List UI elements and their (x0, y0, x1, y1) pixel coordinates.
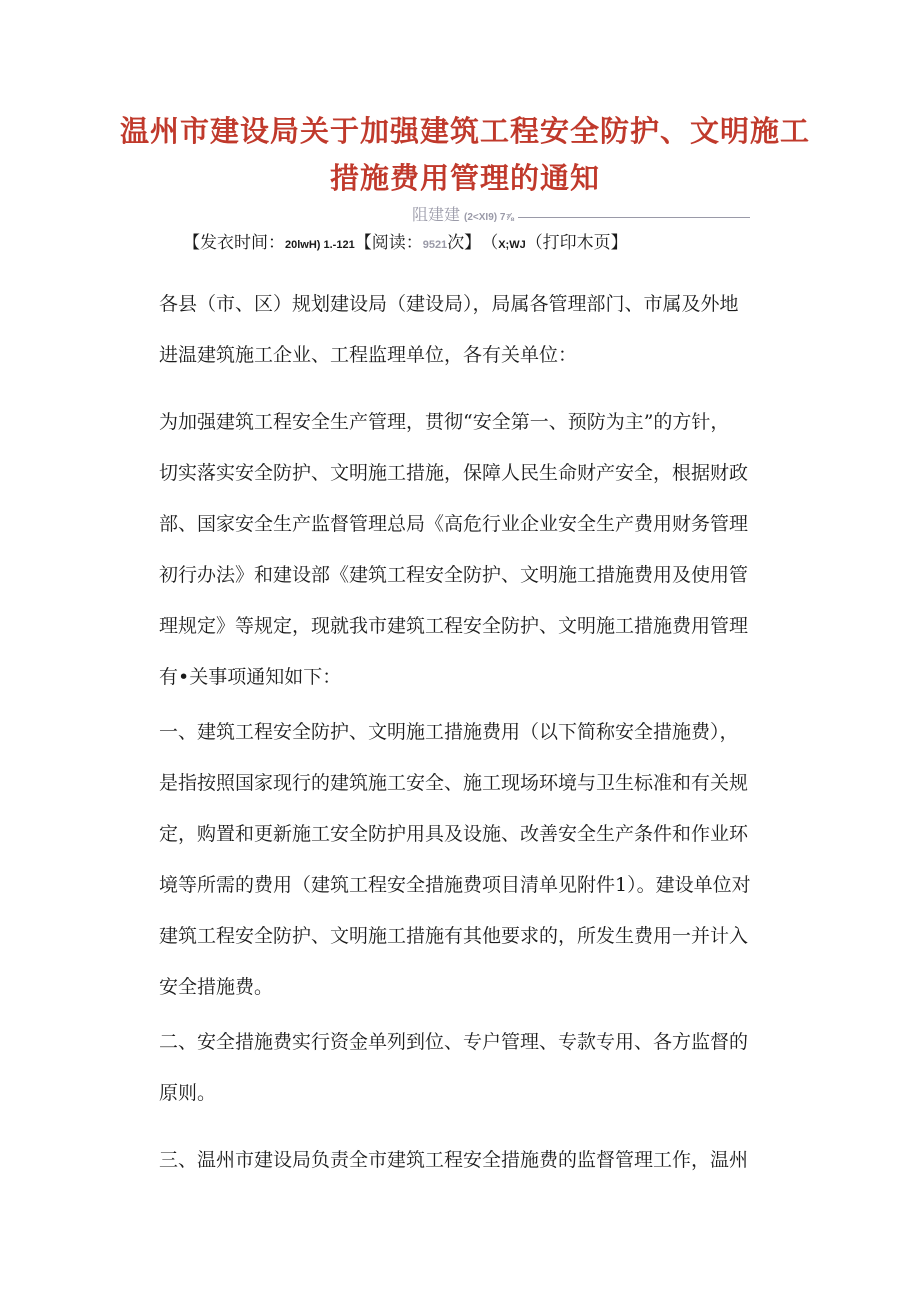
source-underline (518, 217, 750, 218)
text-line: 定，购置和更新施工安全防护用具及设施、改善安全生产条件和作业环 (159, 823, 749, 845)
read-count-label: 【阅读： (354, 233, 423, 253)
source-code: (2<XI9) 7⅞ (464, 212, 514, 223)
document-title-line-1: 温州市建设局关于加强建筑工程安全防护、文明施工 (120, 114, 811, 148)
text-line: 是指按照国家现行的建筑施工安全、施工现场环境与卫生标准和有关规 (159, 772, 749, 794)
text-line: 进温建筑施工企业、工程监理单位，各有关单位： (159, 344, 578, 366)
source-line (412, 202, 750, 225)
text-line: 二、安全措施费实行资金单列到位、专户管理、专款专用、各方监督的 (159, 1031, 749, 1053)
print-page-link[interactable]: （打印木页】 (525, 233, 628, 253)
read-count-suffix: 次】 (447, 233, 482, 253)
text-line: 有•关事项通知如下： (159, 666, 342, 688)
publish-time-label: 【发衣时间： (183, 233, 285, 253)
meta-mark: X;WJ (498, 239, 526, 251)
paragraph-item-3 (159, 1135, 791, 1186)
text-line: 三、温州市建设局负责全市建筑工程安全措施费的监督管理工作，温州 (159, 1149, 749, 1171)
text-line: 一、建筑工程安全防护、文明施工措施费用（以下简称安全措施费）， (159, 721, 739, 743)
paragraph-item-1 (159, 707, 791, 1013)
text-line: 初行办法》和建设部《建筑工程安全防护、文明施工措施费用及使用管 (159, 564, 749, 586)
meta-line (183, 228, 628, 253)
document-title-line-2: 措施费用管理的通知 (329, 161, 600, 195)
read-count-value: 9521 (422, 239, 448, 251)
text-line: 部、国家安全生产监督管理总局《高危行业企业安全生产费用财务管理 (159, 513, 749, 535)
text-line: 建筑工程安全防护、文明施工措施有其他要求的，所发生费用一并计入 (159, 925, 749, 947)
text-line: 境等所需的费用（建筑工程安全措施费项目清单见附件1）。建设单位对 (159, 874, 751, 896)
publish-time-value: 20lwH) 1.-121 (285, 239, 355, 251)
paren-open: （ (481, 233, 499, 253)
text-line: 理规定》等规定，现就我市建筑工程安全防护、文明施工措施费用管理 (159, 615, 749, 637)
text-line: 切实落实安全防护、文明施工措施，保障人民生命财产安全，根据财政 (159, 462, 749, 484)
paragraph-addressees (159, 279, 791, 381)
text-line: 各县（市、区）规划建设局（建设局），局属各管理部门、市属及外地 (159, 293, 739, 315)
text-line: 为加强建筑工程安全生产管理，贯彻“安全第一、预防为主”的方针， (159, 411, 730, 433)
text-line: 原则。 (159, 1082, 217, 1104)
text-line: 安全措施费。 (159, 976, 274, 998)
paragraph-intro (159, 397, 791, 703)
paragraph-item-2 (159, 1017, 791, 1119)
source-label: 阻建建 (412, 205, 461, 224)
